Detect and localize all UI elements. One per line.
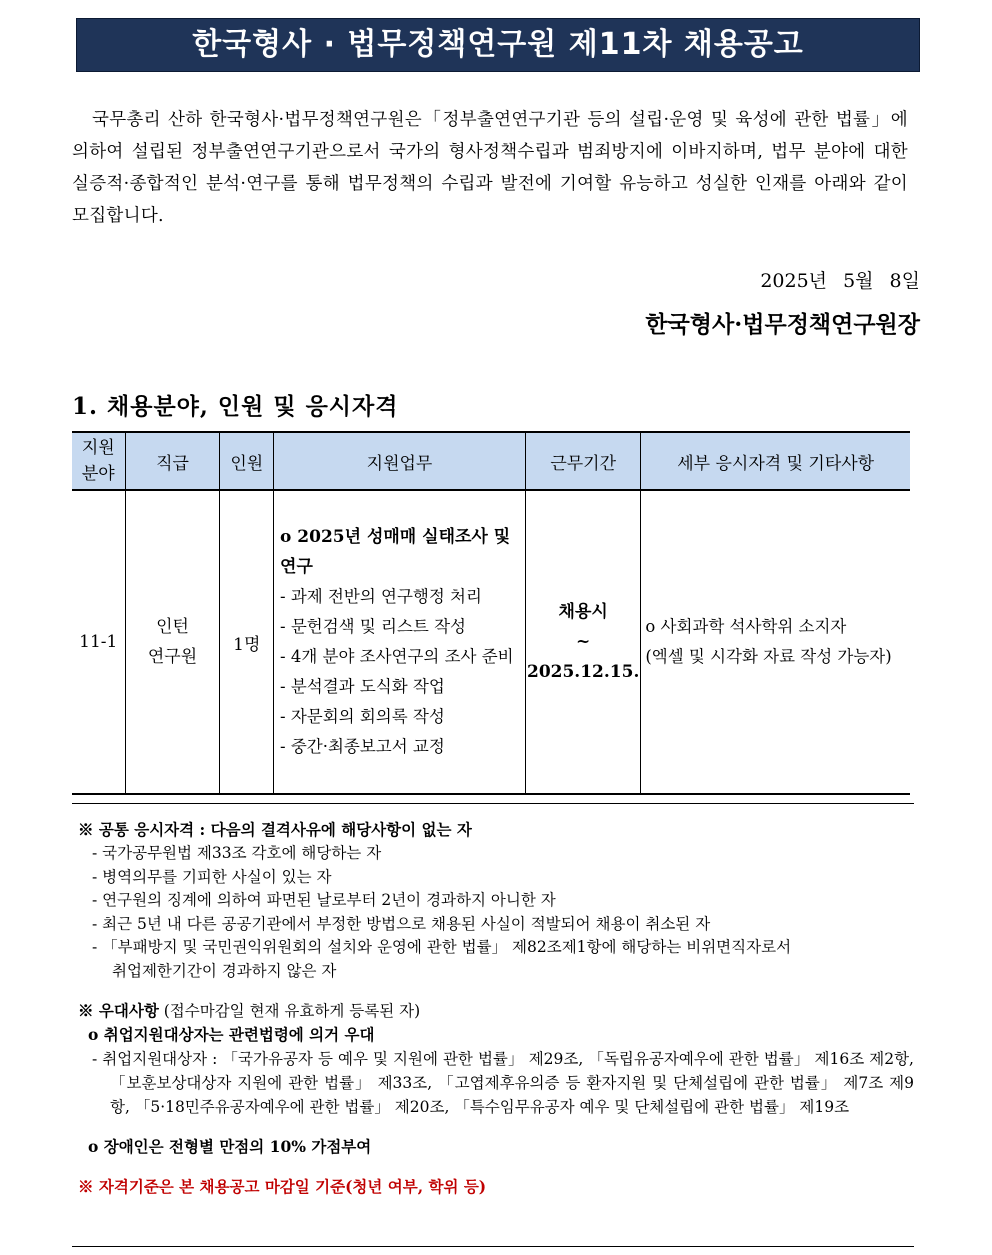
cell-requirements [641,490,910,794]
common-item-continuation: 취업제한기간이 경과하지 않은 자 [112,961,337,980]
cell-count: 1명 [220,490,274,794]
period-tilde: ~ [576,632,591,652]
header-period: 근무기간 [525,432,640,490]
preference-disabled: o 장애인은 전형별 만점의 10% 가점부여 [88,1137,372,1156]
preference-head-note: (접수마감일 현재 유효하게 등록된 자) [158,1002,421,1020]
divider-top [72,803,914,804]
duty-item: - 중간·최종보고서 교정 [280,737,445,756]
common-item: - 연구원의 징계에 의하여 파면된 날로부터 2년이 경과하지 아니한 자 [92,891,556,909]
cell-field: 11-1 [72,490,125,794]
table-row [72,490,910,794]
period-end: 2025.12.15. [526,662,640,682]
rank-line2: 연구원 [147,647,198,667]
duty-item: - 4개 분야 조사연구의 조사 준비 [280,647,514,666]
recruitment-table [72,431,910,795]
duty-item: - 문헌검색 및 리스트 작성 [280,617,466,636]
header-duty: 지원업무 [274,432,526,490]
duty-item: - 과제 전반의 연구행정 처리 [280,587,482,606]
common-qualification-head: ※ 공통 응시자격 : 다음의 결격사유에 해당사항이 없는 자 [78,820,472,839]
common-item: - 국가공무원법 제33조 각호에 해당하는 자 [92,844,382,862]
cell-duties [274,490,526,794]
criteria-note: ※ 자격기준은 본 채용공고 마감일 기준(청년 여부, 학위 등) [78,1177,487,1196]
common-item: - 병역의무를 기피한 사실이 있는 자 [92,867,332,886]
common-item: - 「부패방지 및 국민권익위원회의 설치와 운영에 관한 법률」 제82조제1항에 해당하는 비위면직자로서 [92,938,792,956]
duty-main: o 2025년 성매매 실태조사 및 연구 [280,527,511,577]
section-title: 1. 채용분야, 인원 및 응시자격 [72,393,399,420]
duty-item: - 자문회의 회의록 작성 [280,707,445,726]
preference-head-bold: ※ 우대사항 [78,1001,159,1020]
req-line2: (엑셀 및 시각화 자료 작성 가능자) [645,647,892,666]
intro-paragraph: 국무총리 산하 한국형사·법무정책연구원은「정부출연연구기관 등의 설립·운영 및 육성에 관한 법률」에 의하여 설립된 정부출연연구기관으로서 국가의 형사정책수립과 범죄방지에 이바지하며, 법무 분야에 대한 실증적·종합적인 분석·연구를 통해 법무정책의 수립과 발전에 기여할 유능하고 성실한 인재를 아래와 같이 모집합니다. [72,110,908,226]
period-start: 채용시 [558,602,608,622]
notes-section [78,818,914,1197]
preference-veterans: o 취업지원대상자는 관련법령에 의거 우대 [88,1025,375,1044]
preference-head [78,999,914,1023]
rank-line1: 인턴 [156,617,189,637]
header-requirements: 세부 응시자격 및 기타사항 [641,432,910,490]
header-field: 지원 분야 [72,432,125,490]
table-header-row [72,432,910,490]
preference-veterans-detail: - 취업지원대상자 : 「국가유공자 등 예우 및 지원에 관한 법률」 제29조, 「독립유공자예우에 관한 법률」 제16조 제2항, 「보훈보상대상자 지원에 관한 법률」 제33조, 「고엽제후유의증 등 환자지원 및 단체설립에 관한 법률」 제7조 제9항, 「5·18민주유공자예우에 관한 법률」 제20조, 「특수임무유공자 예우 및 단체설립에 관한 법률」 제19조 [92,1050,914,1116]
cell-rank [125,490,220,794]
cell-period [525,490,640,794]
req-line1: o 사회과학 석사학위 소지자 [645,617,847,636]
announcement-date: 2025년 5월 8일 [760,270,920,292]
common-item: - 최근 5년 내 다른 공공기관에서 부정한 방법으로 채용된 사실이 적발되어 채용이 취소된 자 [92,914,711,933]
page-title: 한국형사 · 법무정책연구원 제11차 채용공고 [76,18,920,72]
divider-bottom [72,1246,914,1247]
duty-item: - 분석결과 도식화 작업 [280,677,445,696]
signer: 한국형사·법무정책연구원장 [645,311,920,338]
header-rank: 직급 [125,432,220,490]
header-count: 인원 [220,432,274,490]
